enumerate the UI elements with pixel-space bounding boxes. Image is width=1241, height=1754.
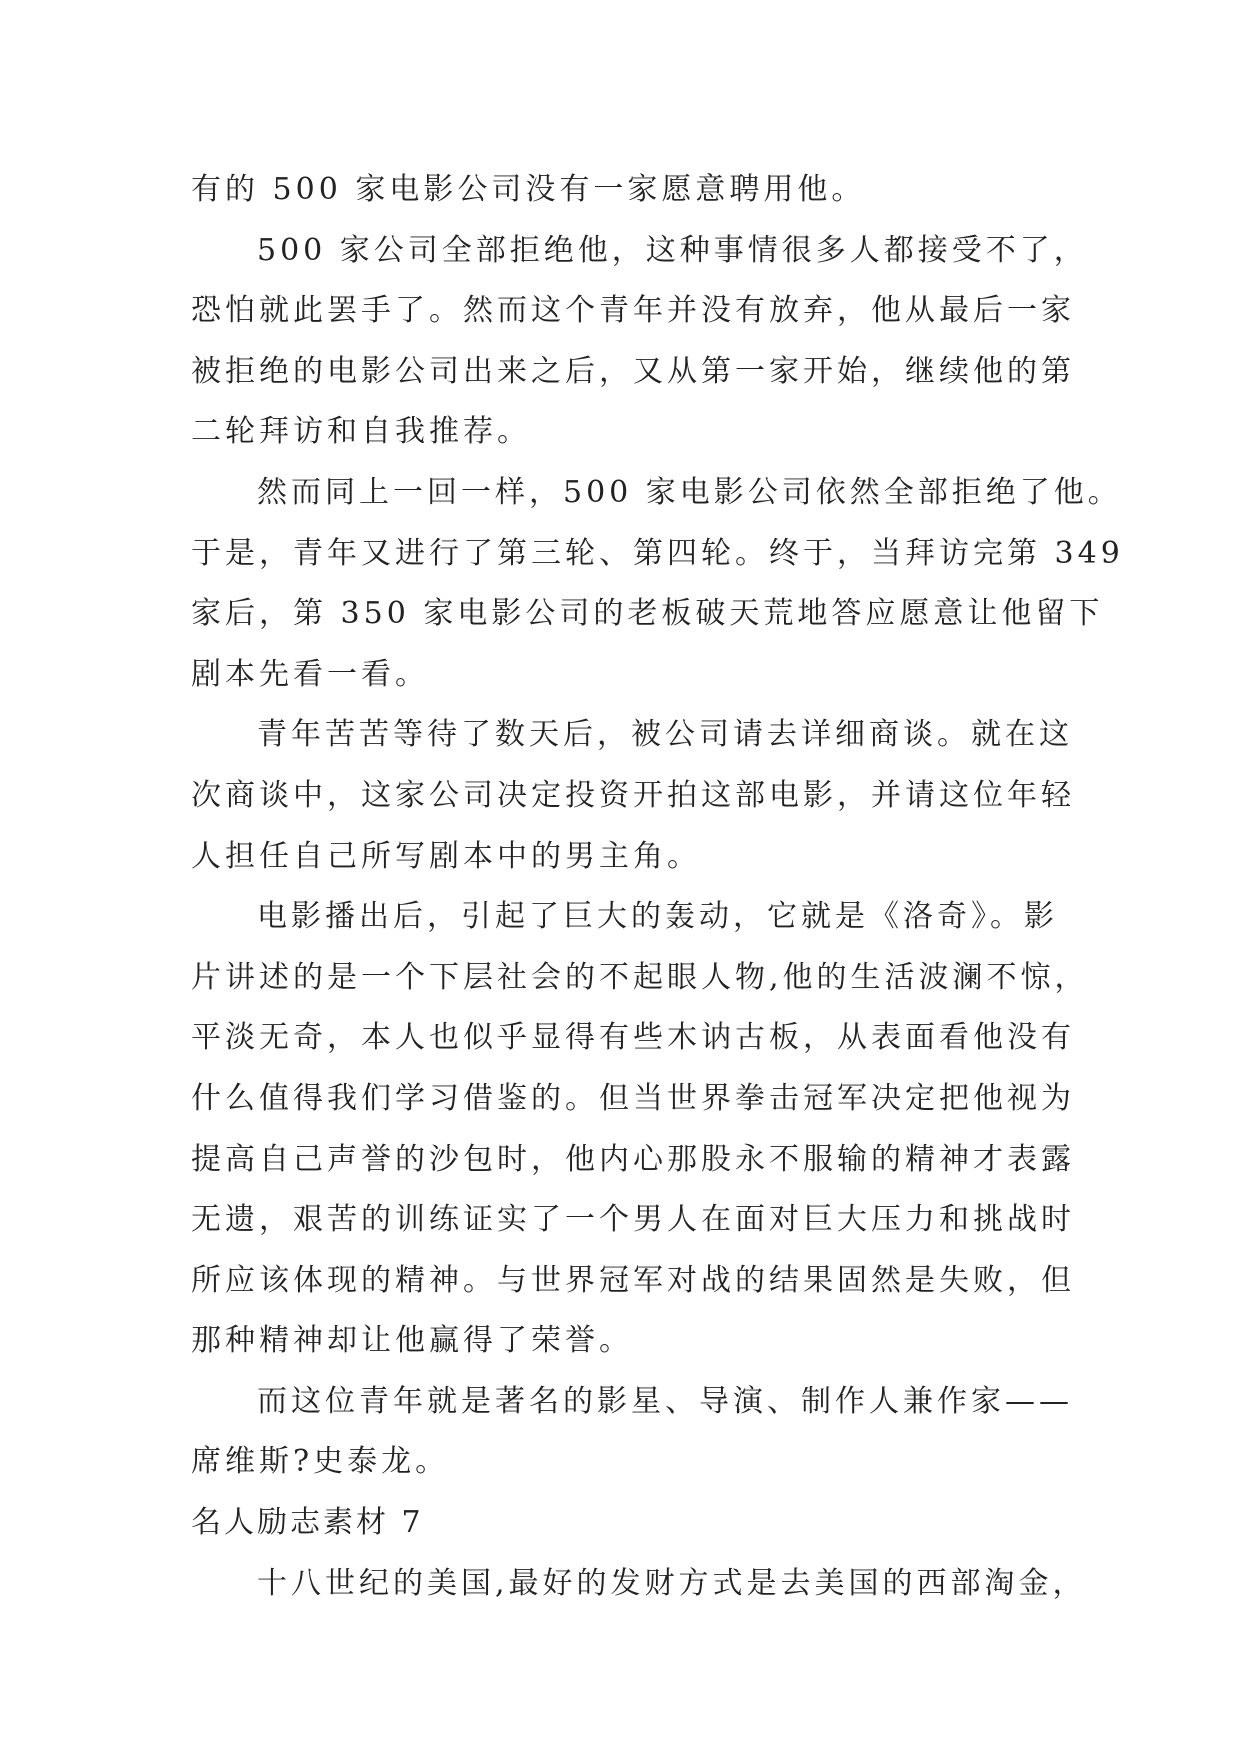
text-line: 次商谈中，这家公司决定投资开拍这部电影，并请这位年轻 [191,777,1075,813]
paragraph-start-line: 电影播出后，引起了巨大的轰动，它就是《洛奇》。影 [257,899,1058,935]
text-line: 无遗，艰苦的训练证实了一个男人在面对巨大压力和挑战时 [191,1202,1075,1238]
text-line: 于是，青年又进行了第三轮、第四轮。终于，当拜访完第 349 [191,535,1124,571]
paragraph-start-line: 青年苦苦等待了数天后，被公司请去详细商谈。就在这 [257,717,1073,753]
text-line: 提高自己声誉的沙包时，他内心那股永不服输的精神才表露 [191,1141,1075,1177]
text-line: 恐怕就此罢手了。然而这个青年并没有放弃，他从最后一家 [191,293,1075,329]
text-line: 席维斯?史泰龙。 [191,1444,450,1480]
text-line: 片讲述的是一个下层社会的不起眼人物,他的生活波澜不惊， [191,959,1089,995]
text-line: 二轮拜访和自我推荐。 [191,414,531,450]
text-line: 有的 500 家电影公司没有一家愿意聘用他。 [191,172,866,207]
text-line: 人担任自己所写剧本中的男主角。 [191,838,701,874]
section-heading: 名人励志素材 7 [191,1505,424,1541]
text-line: 什么值得我们学习借鉴的。但当世界拳击冠军决定把他视为 [191,1080,1075,1116]
paragraph-start-line: 而这位青年就是著名的影星、导演、制作人兼作家—— [257,1383,1073,1419]
paragraph-start-line: 十八世纪的美国,最好的发财方式是去美国的西部淘金， [257,1565,1087,1601]
text-line: 家后，第 350 家电影公司的老板破天荒地答应愿意让他留下 [191,596,1104,632]
text-line: 那种精神却让他赢得了荣誉。 [191,1323,633,1359]
paragraph-start-line: 500 家公司全部拒绝他，这种事情很多人都接受不了， [257,232,1088,268]
document-body [191,160,1124,1614]
text-line: 被拒绝的电影公司出来之后，又从第一家开始，继续他的第 [191,353,1075,389]
text-line: 所应该体现的精神。与世界冠军对战的结果固然是失败，但 [191,1262,1075,1298]
text-line: 平淡无奇，本人也似乎显得有些木讷古板，从表面看他没有 [191,1020,1075,1056]
text-line: 剧本先看一看。 [191,656,429,692]
paragraph-start-line: 然而同上一回一样，500 家电影公司依然全部拒绝了他。 [257,474,1122,510]
